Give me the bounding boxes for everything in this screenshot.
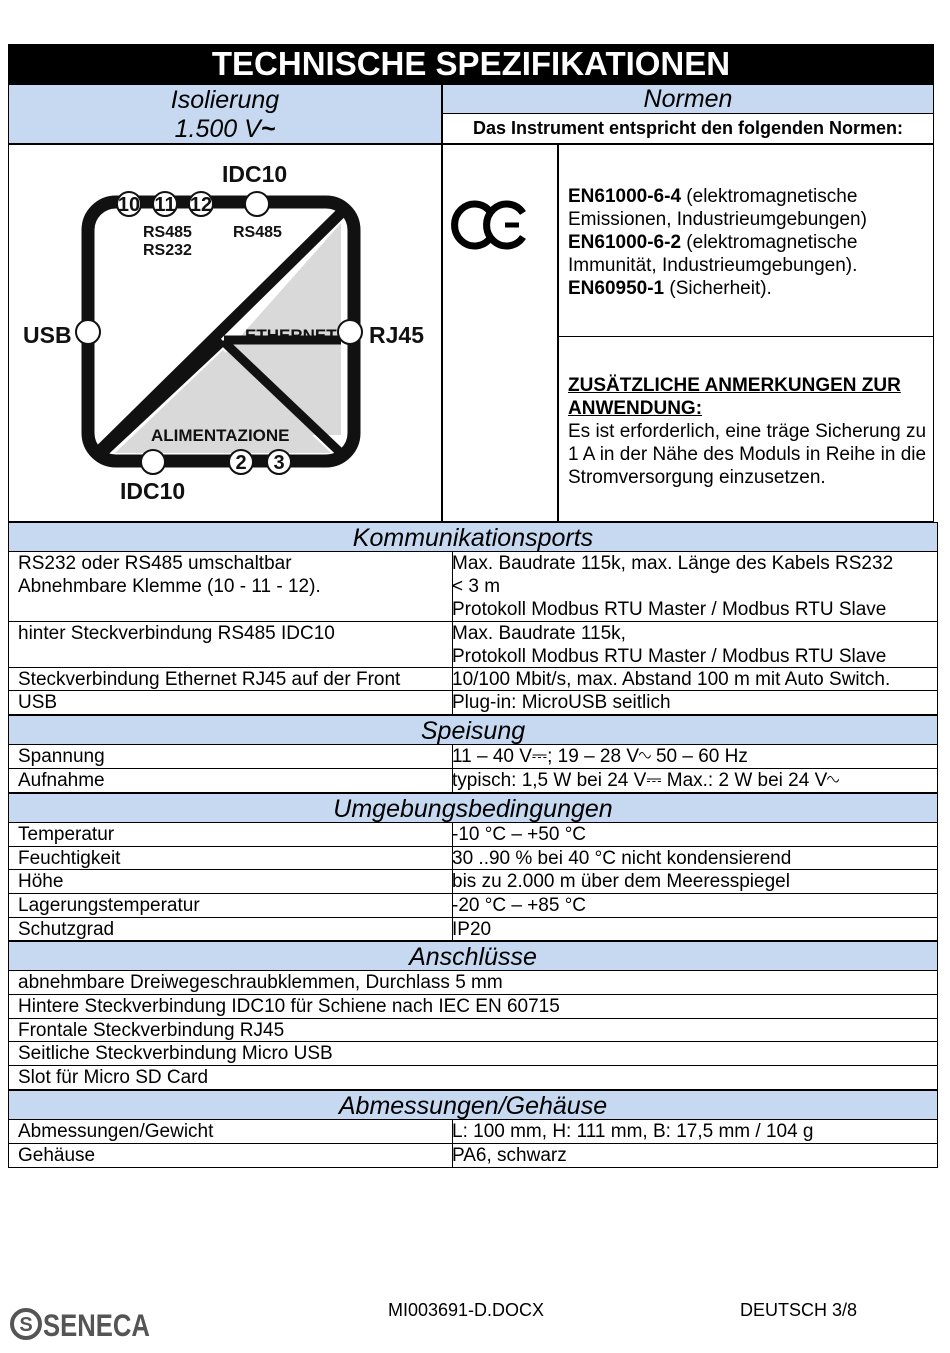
table-row: Frontale Steckverbindung RJ45	[8, 1019, 938, 1042]
table-row: Spannung 11 – 40 V⎓; 19 – 28 V∿ 50 – 60 Hz	[8, 745, 938, 769]
table-row: Schutzgrad IP20	[8, 918, 938, 941]
notes-heading: ZUSÄTZLICHE ANMERKUNGEN ZUR ANWENDUNG:	[568, 375, 901, 419]
connection-diagram	[8, 144, 442, 522]
rs232-label: RS232	[143, 242, 192, 259]
alimentazione-label: ALIMENTAZIONE	[151, 426, 290, 445]
usb-label: USB	[23, 322, 72, 348]
isolation-heading: Isolierung	[170, 86, 280, 114]
norms-heading: Normen	[643, 85, 733, 113]
ac-symbol-icon: ~	[260, 115, 276, 143]
page-title: TECHNISCHE SPEZIFIKATIONEN	[8, 44, 934, 84]
seneca-logo	[10, 1303, 150, 1347]
norms-header	[442, 84, 934, 114]
table-row: Lagerungstemperatur -20 °C – +85 °C	[8, 894, 938, 918]
rs485-right-label: RS485	[233, 224, 282, 241]
table-row: Steckverbindung Ethernet RJ45 auf der Front 10/100 Mbit/s, max. Abstand 100 m mit Auto Switch.	[8, 668, 938, 691]
table-row: Hintere Steckverbindung IDC10 für Schiene nach IEC EN 60715	[8, 995, 938, 1019]
idc10-top-label: IDC10	[222, 161, 288, 187]
svg-text:SENECA: SENECA	[43, 1308, 150, 1344]
idc10-bottom-label: IDC10	[120, 478, 186, 504]
table-row: Aufnahme typisch: 1,5 W bei 24 V⎓ Max.: 2 W bei 24 V∿	[8, 769, 938, 793]
ce-cell	[442, 144, 558, 522]
rs485-label: RS485	[143, 224, 192, 241]
section-dim: Abmessungen/Gehäuse	[8, 1090, 938, 1120]
norm-item: EN60950-1 (Sicherheit).	[568, 278, 772, 299]
module-diagram	[9, 145, 441, 521]
norms-list	[568, 185, 929, 300]
table-row: Abmessungen/Gewicht L: 100 mm, H: 111 mm, B: 17,5 mm / 104 g	[8, 1120, 938, 1144]
rj45-label: RJ45	[369, 322, 424, 348]
norm-item: EN61000-6-2 (elektromagnetische Immunität, Industrieumgebungen).	[568, 232, 858, 276]
ce-mark-icon	[443, 175, 557, 275]
rj45-port-icon	[338, 320, 362, 344]
isolation-header	[8, 84, 442, 144]
section-env: Umgebungsbedingungen	[8, 793, 938, 823]
norms-list-cell	[558, 144, 934, 337]
table-row: Gehäuse PA6, schwarz	[8, 1144, 938, 1168]
table-row: Slot für Micro SD Card	[8, 1066, 938, 1090]
idc10-bottom-port-icon	[141, 450, 165, 474]
doc-number: MI003691-D.DOCX	[388, 1300, 545, 1320]
table-row: hinter Steckverbindung RS485 IDC10 Max. Baudrate 115k, Protokoll Modbus RTU Master / Modbus RTU Slave	[8, 622, 938, 668]
isolation-value: 1.500 V~	[174, 115, 276, 143]
table-row: Seitliche Steckverbindung Micro USB	[8, 1042, 938, 1066]
table-row: Höhe bis zu 2.000 m über dem Meeresspiegel	[8, 870, 938, 894]
terminal-2-label: 2	[235, 452, 247, 474]
terminal-11-label: 11	[154, 194, 176, 216]
section-comm: Kommunikationsports	[8, 522, 938, 552]
svg-text:S: S	[19, 1314, 33, 1336]
section-conn: Anschlüsse	[8, 941, 938, 971]
page-number: DEUTSCH 3/8	[740, 1300, 858, 1320]
idc10-top-port-icon	[245, 192, 269, 216]
terminal-3-label: 3	[273, 452, 285, 474]
table-row: Temperatur -10 °C – +50 °C	[8, 823, 938, 847]
notes-cell	[558, 336, 934, 522]
section-power: Speisung	[8, 715, 938, 745]
norm-item: EN61000-6-4 (elektromagnetische Emissionen, Industrieumgebungen)	[568, 186, 867, 230]
seneca-logo-icon	[10, 1303, 150, 1347]
table-row: abnehmbare Dreiwegeschraubklemmen, Durchlass 5 mm	[8, 971, 938, 995]
terminal-10-label: 10	[117, 194, 141, 216]
table-row: Feuchtigkeit 30 ..90 % bei 40 °C nicht kondensierend	[8, 847, 938, 870]
usb-port-icon	[76, 320, 100, 344]
norms-subheader: Das Instrument entspricht den folgenden Normen:	[442, 113, 934, 144]
ethernet-label: ETHERNET	[245, 326, 337, 345]
table-row: RS232 oder RS485 umschaltbar Abnehmbare Klemme (10 - 11 - 12). Max. Baudrate 115k, max. Länge des Kabels RS232 < 3 m Protokoll Modbus RTU Master / Modbus RTU Slave	[8, 552, 938, 622]
table-row: USB Plug-in: MicroUSB seitlich	[8, 691, 938, 715]
terminal-12-label: 12	[189, 194, 213, 216]
notes-text: Es ist erforderlich, eine träge Sicherung zu 1 A in der Nähe des Moduls in Reihe in die Stromversorgung einzusetzen.	[568, 421, 927, 488]
